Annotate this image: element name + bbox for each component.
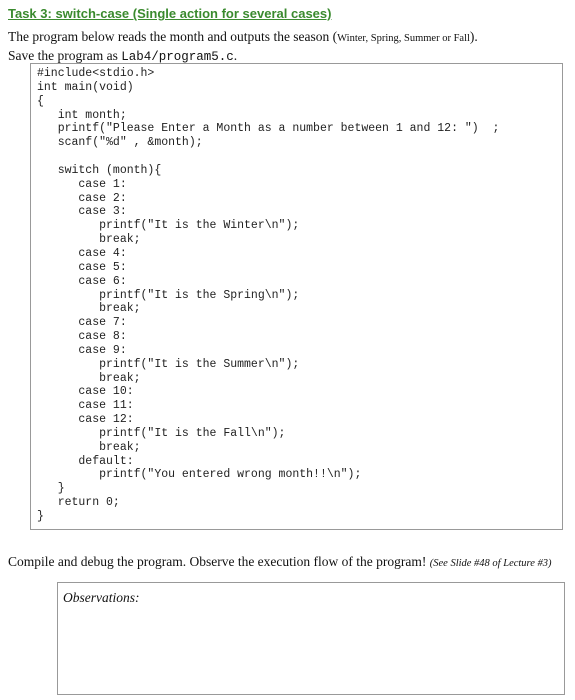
code-line: case 11: bbox=[37, 399, 134, 413]
compile-instruction: Compile and debug the program. Observe the execution flow of the program! (See Slide #48 of Lecture #3) bbox=[8, 554, 552, 569]
task-title: Task 3: switch-case (Single action for several cases) bbox=[8, 6, 332, 21]
description-line-1: The program below reads the month and outputs the season (Winter, Spring, Summer or Fall). bbox=[8, 29, 478, 44]
code-line: case 4: bbox=[37, 246, 127, 260]
code-line: case 5: bbox=[37, 260, 127, 274]
code-line: switch (month){ bbox=[37, 163, 162, 177]
code-line: scanf("%d" , &month); bbox=[37, 136, 203, 150]
code-line: break; bbox=[37, 440, 141, 454]
code-line: break; bbox=[37, 233, 141, 247]
code-line: case 12: bbox=[37, 413, 134, 427]
code-line: printf("It is the Spring\n"); bbox=[37, 288, 300, 302]
file-path: Lab4/program5.c bbox=[121, 50, 234, 64]
code-line: break; bbox=[37, 302, 141, 316]
task-description bbox=[8, 28, 568, 66]
code-line: case 9: bbox=[37, 343, 127, 357]
observations-label: Observations: bbox=[63, 590, 140, 605]
code-line: int month; bbox=[37, 108, 127, 122]
code-line: case 8: bbox=[37, 330, 127, 344]
code-line: int main(void) bbox=[37, 80, 134, 94]
code-line: case 3: bbox=[37, 205, 127, 219]
code-line: printf("Please Enter a Month as a number between 1 and 12: ") ; bbox=[37, 122, 500, 136]
code-line: return 0; bbox=[37, 496, 120, 510]
code-listing bbox=[30, 63, 563, 530]
slide-reference: (See Slide #48 of Lecture #3) bbox=[429, 558, 552, 569]
code-line: #include<stdio.h> bbox=[37, 67, 155, 80]
code-line: printf("You entered wrong month!!\n"); bbox=[37, 468, 362, 482]
code-line: break; bbox=[37, 371, 141, 385]
code-line bbox=[37, 150, 562, 164]
code-line: } bbox=[37, 510, 44, 523]
code-line: case 6: bbox=[37, 274, 127, 288]
code-line: } bbox=[37, 482, 65, 496]
code-line: printf("It is the Winter\n"); bbox=[37, 219, 300, 233]
season-list: Winter, Spring, Summer or Fall bbox=[337, 33, 470, 44]
code-line: printf("It is the Fall\n"); bbox=[37, 426, 286, 440]
code-line: default: bbox=[37, 454, 134, 468]
code-line: case 2: bbox=[37, 191, 127, 205]
description-line-2: Save the program as Lab4/program5.c. bbox=[8, 48, 238, 64]
code-line: { bbox=[37, 94, 44, 108]
code-line: case 10: bbox=[37, 385, 134, 399]
code-line: printf("It is the Summer\n"); bbox=[37, 357, 300, 371]
observations-box[interactable] bbox=[57, 582, 565, 695]
code-line: case 7: bbox=[37, 316, 127, 330]
code-line: case 1: bbox=[37, 177, 127, 191]
code-block bbox=[31, 64, 562, 524]
